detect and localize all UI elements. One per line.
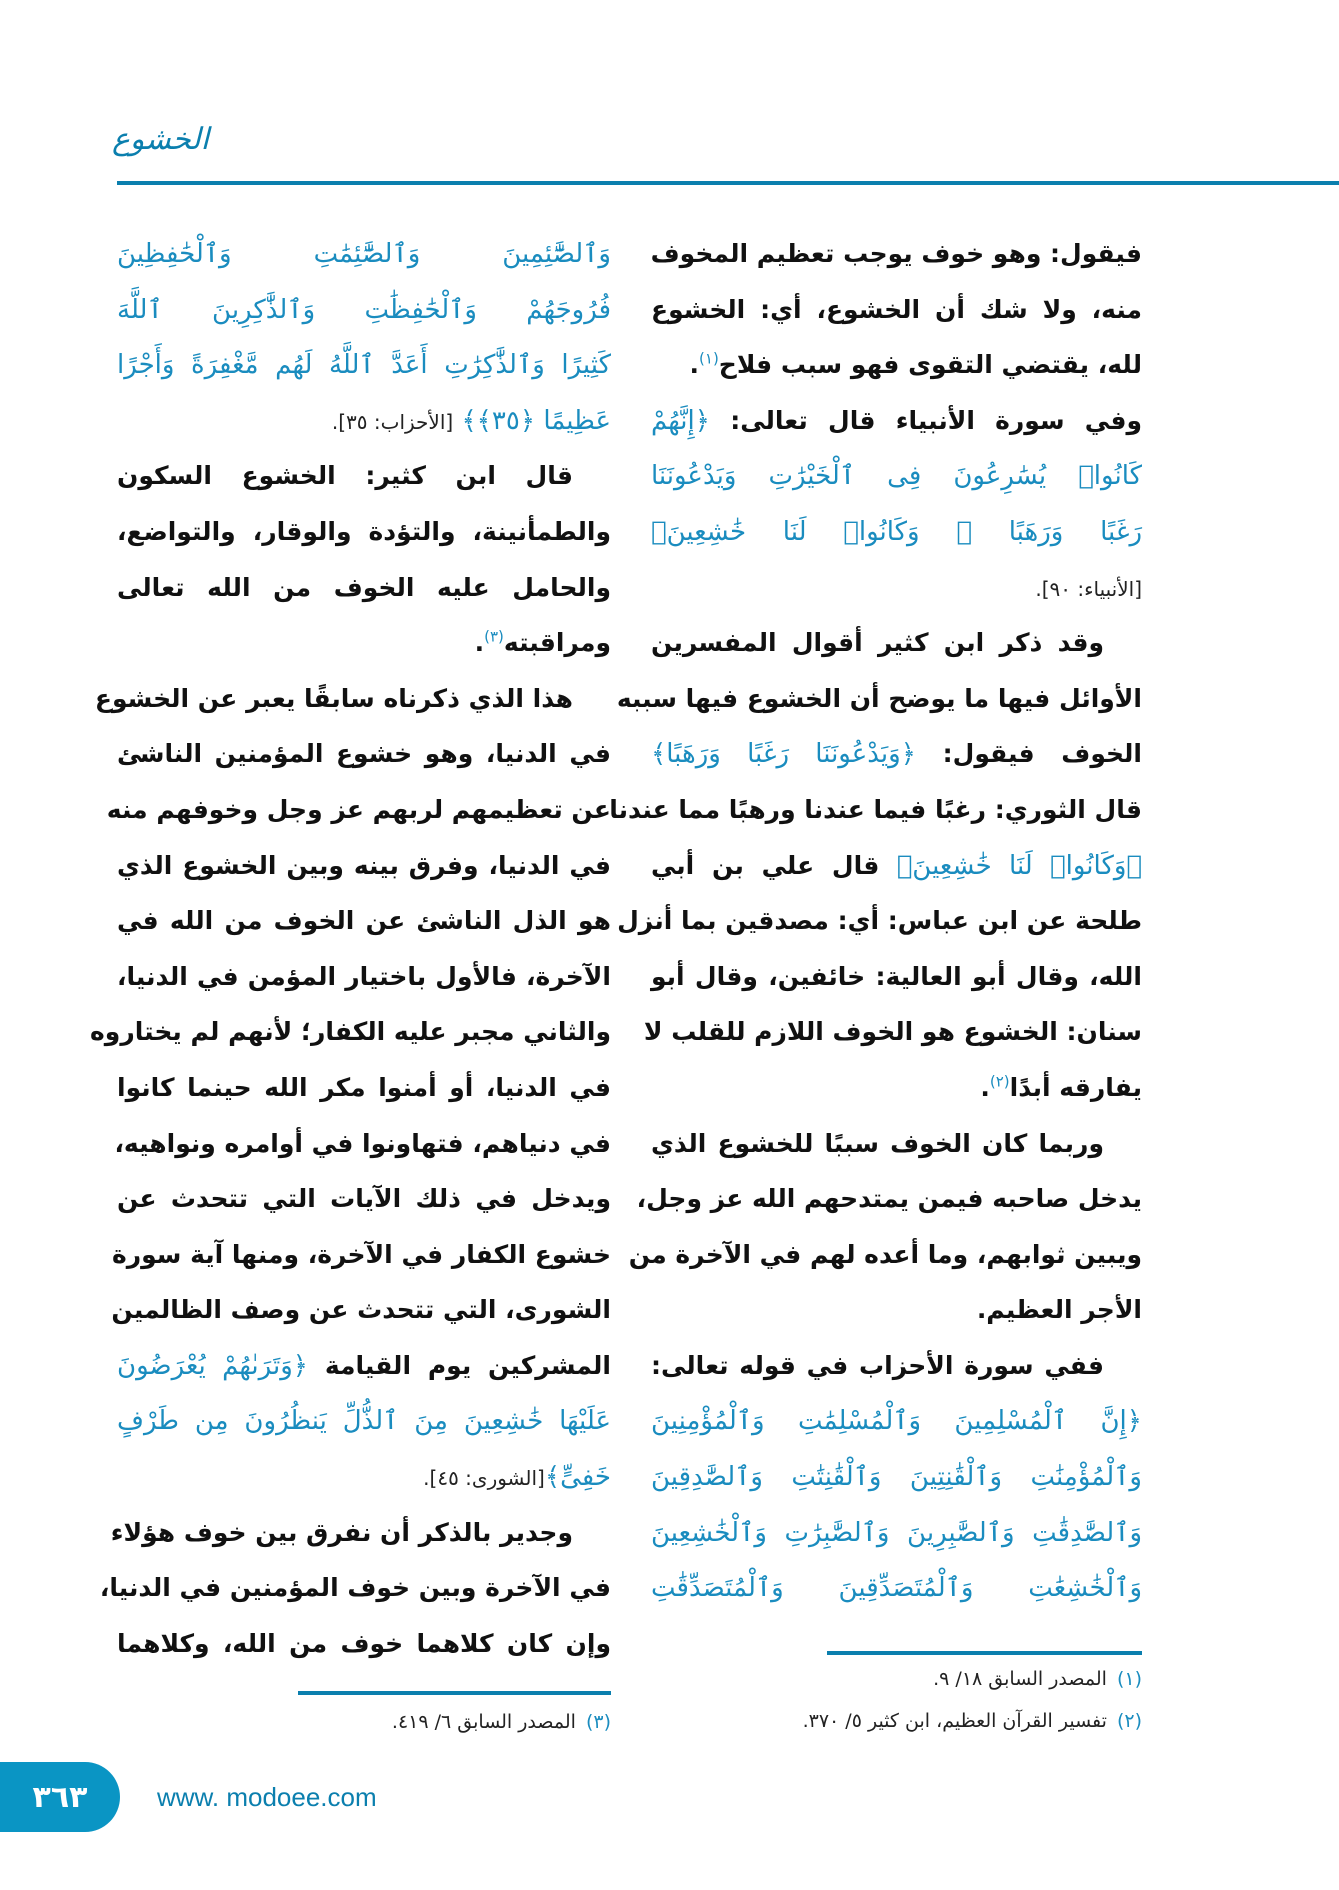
text-line bbox=[616, 671, 1142, 727]
body-text: في الدنيا، وفرق بينه وبين الخشوع الذي bbox=[117, 850, 611, 880]
text-line bbox=[111, 1282, 611, 1338]
text-line bbox=[651, 448, 1142, 504]
body-text: في الدنيا، أو أمنوا مكر الله حينما كانوا bbox=[117, 1072, 611, 1102]
verse-reference: [الشورى: ٤٥]. bbox=[423, 1466, 545, 1491]
quran-verse: ﴿وَتَرَىٰهُمْ يُعْرَضُونَ bbox=[117, 1350, 309, 1381]
text-line bbox=[651, 1505, 1142, 1561]
body-text: في الدنيا، وهو خشوع المؤمنين الناشئ bbox=[117, 739, 611, 769]
body-text: الأوائل فيها ما يوضح أن الخشوع فيها سببه bbox=[616, 683, 1142, 713]
text-line bbox=[110, 1505, 611, 1561]
quran-verse: ﴿وَيَدْعُونَنَا رَغَبًا وَرَهَبًا﴾ bbox=[651, 739, 916, 770]
footer-url[interactable]: www. modoee.com bbox=[157, 1782, 377, 1812]
verse-reference: [الأنبياء: ٩٠]. bbox=[1035, 576, 1142, 601]
quran-verse: ﴿إِنَّ ٱلْمُسْلِمِينَ وَٱلْمُسْلِمَٰتِ وَٱلْمُؤْمِنِينَ bbox=[651, 1406, 1142, 1437]
quran-verse: رَغَبًا وَرَهَبًا ۖ وَكَانُوا۟ لَنَا خَٰشِعِينَ﴾ bbox=[651, 516, 1142, 547]
text-line bbox=[117, 1060, 611, 1116]
body-text: المشركين يوم القيامة bbox=[308, 1350, 611, 1380]
text-line bbox=[117, 615, 611, 671]
footnote-marker[interactable]: (٣) bbox=[484, 627, 504, 646]
text-line bbox=[90, 1004, 611, 1060]
quran-verse: وَٱلصَّٰدِقَٰتِ وَٱلصَّٰبِرِينَ وَٱلصَّٰبِرَٰتِ وَٱلْخَٰشِعِينَ bbox=[651, 1517, 1142, 1548]
text-line bbox=[117, 1616, 611, 1672]
text-line bbox=[651, 226, 1142, 282]
body-text: وإن كان كلاهما خوف من الله، وكلاهما bbox=[117, 1628, 611, 1658]
text-line bbox=[117, 448, 611, 504]
right-column bbox=[609, 226, 1142, 1616]
text-line bbox=[117, 838, 611, 894]
text-line bbox=[651, 393, 1142, 449]
text-line bbox=[114, 1116, 611, 1172]
quran-verse: ﴿إِنَّهُمْ bbox=[651, 405, 710, 436]
body-text: والثاني مجبر عليه الكفار؛ لأنهم لم يختاروه bbox=[90, 1017, 611, 1047]
body-text: في دنياهم، فتهاونوا في أوامره ونواهيه، bbox=[114, 1128, 611, 1158]
body-text: قال الثوري: رغبًا فيما عندنا ورهبًا مما عندنا bbox=[609, 794, 1142, 824]
footnote-marker[interactable]: (١) bbox=[699, 349, 719, 368]
quran-verse: وَٱلصَّٰٓئِمِينَ وَٱلصَّٰٓئِمَٰتِ وَٱلْحَٰفِظِينَ bbox=[117, 239, 611, 269]
text-line bbox=[111, 1227, 611, 1283]
body-text: لله، يقتضي التقوى فهو سبب فلاح bbox=[718, 350, 1142, 380]
body-text: طلحة عن ابن عباس: أي: مصدقين بما أنزل bbox=[617, 906, 1142, 936]
quran-verse: فُرُوجَهُمْ وَٱلْحَٰفِظَٰتِ وَٱلذَّٰكِرِينَ ٱللَّهَ bbox=[117, 294, 611, 325]
quran-verse: كَثِيرًا وَٱلذَّٰكِرَٰتِ أَعَدَّ ٱللَّهُ لَهُم مَّغْفِرَةً وَأَجْرًا bbox=[117, 350, 611, 381]
footnote-marker[interactable]: (٢) bbox=[989, 1072, 1010, 1091]
footnote-text: المصدر السابق ١٨/ ٩. bbox=[933, 1668, 1107, 1690]
text-line bbox=[651, 1282, 1142, 1338]
footnote-number: (٣) bbox=[585, 1711, 611, 1733]
footnote-1 bbox=[933, 1668, 1142, 1690]
text-line bbox=[117, 1449, 611, 1505]
footnote-number: (٢) bbox=[1116, 1710, 1142, 1732]
body-text: قال علي بن أبي bbox=[651, 850, 880, 880]
body-text: . bbox=[474, 628, 485, 658]
text-line bbox=[117, 949, 611, 1005]
body-text: هذا الذي ذكرناه سابقًا يعبر عن الخشوع bbox=[94, 683, 573, 713]
body-text: ومراقبته bbox=[503, 628, 611, 658]
text-line bbox=[651, 1560, 1142, 1616]
text-line bbox=[117, 560, 611, 616]
text-line bbox=[643, 1004, 1142, 1060]
body-text: سنان: الخشوع هو الخوف اللازم للقلب لا bbox=[643, 1017, 1142, 1047]
body-text: منه، ولا شك أن الخشوع، أي: الخشوع bbox=[651, 294, 1142, 324]
body-text: الخوف فيقول: bbox=[915, 739, 1142, 769]
body-text: الشورى، التي تتحدث عن وصف الظالمين bbox=[111, 1295, 611, 1325]
text-line bbox=[609, 782, 1142, 838]
text-line bbox=[117, 226, 611, 282]
body-text: يفارقه أبدًا bbox=[1009, 1072, 1142, 1102]
text-line bbox=[651, 1449, 1142, 1505]
body-text: وقد ذكر ابن كثير أقوال المفسرين bbox=[651, 628, 1104, 658]
body-text: . bbox=[689, 350, 700, 380]
page-number-badge: ٣٦٣ bbox=[0, 1762, 120, 1832]
text-line bbox=[651, 838, 1142, 894]
body-text: وربما كان الخوف سببًا للخشوع الذي bbox=[651, 1128, 1104, 1158]
footnote-separator-right bbox=[827, 1651, 1142, 1655]
body-text: . bbox=[980, 1072, 990, 1102]
left-column bbox=[90, 226, 611, 1671]
footnote-3 bbox=[392, 1711, 611, 1733]
footnote-2 bbox=[803, 1710, 1142, 1732]
text-line bbox=[117, 1338, 611, 1394]
body-text: الآخرة، فالأول باختيار المؤمن في الدنيا، bbox=[117, 961, 611, 991]
body-text: خشوع الكفار في الآخرة، ومنها آية سورة bbox=[111, 1239, 611, 1269]
body-text: والحامل عليه الخوف من الله تعالى bbox=[117, 572, 611, 602]
text-line bbox=[651, 615, 1142, 671]
running-header-title: الخشوع bbox=[112, 122, 210, 157]
text-line bbox=[106, 782, 611, 838]
body-text: يدخل صاحبه فيمن يمتدحهم الله عز وجل، bbox=[636, 1184, 1142, 1214]
body-text: ويبين ثوابهم، وما أعده لهم في الآخرة من bbox=[628, 1239, 1142, 1269]
text-line bbox=[117, 282, 611, 338]
body-text: الله، وقال أبو العالية: خائفين، وقال أبو bbox=[651, 961, 1142, 991]
text-line bbox=[117, 893, 611, 949]
text-line bbox=[94, 671, 611, 727]
header-rule bbox=[117, 181, 1339, 185]
text-line bbox=[651, 560, 1142, 616]
footnote-number: (١) bbox=[1116, 1668, 1142, 1690]
text-line bbox=[651, 282, 1142, 338]
text-line bbox=[651, 1060, 1142, 1116]
quran-verse: عَظِيمًا ﴿٣٥﴾﴾ bbox=[453, 405, 611, 436]
text-line bbox=[651, 1116, 1142, 1172]
body-text: فيقول: وهو خوف يوجب تعظيم المخوف bbox=[650, 239, 1142, 268]
text-line bbox=[651, 949, 1142, 1005]
body-text: عن تعظيمهم لربهم عز وجل وخوفهم منه bbox=[106, 794, 611, 824]
text-line bbox=[628, 1227, 1142, 1283]
quran-verse: وَٱلْخَٰشِعَٰتِ وَٱلْمُتَصَدِّقِينَ وَٱلْمُتَصَدِّقَٰتِ bbox=[651, 1573, 1142, 1604]
text-line bbox=[117, 726, 611, 782]
text-line bbox=[651, 1338, 1142, 1394]
quran-verse: كَانُوا۟ يُسَٰرِعُونَ فِى ٱلْخَيْرَٰتِ وَيَدْعُونَنَا bbox=[651, 461, 1142, 492]
text-line bbox=[651, 726, 1142, 782]
quran-verse: ﴿وَكَانُوا۟ لَنَا خَٰشِعِينَ﴾ bbox=[879, 850, 1142, 881]
text-line bbox=[99, 1560, 611, 1616]
body-text: والطمأنينة، والتؤدة والوقار، والتواضع، bbox=[117, 516, 611, 546]
text-line bbox=[617, 893, 1142, 949]
text-line bbox=[117, 1171, 611, 1227]
body-text: قال ابن كثير: الخشوع السكون bbox=[117, 461, 573, 491]
body-text: الأجر العظيم. bbox=[976, 1295, 1142, 1325]
text-line bbox=[117, 504, 611, 560]
quran-verse: عَلَيْهَا خَٰشِعِينَ مِنَ ٱلذُّلِّ يَنظُرُونَ مِن طَرْفٍ bbox=[117, 1406, 611, 1437]
text-line bbox=[117, 337, 611, 393]
quran-verse: خَفِىٍّ﴾ bbox=[544, 1462, 611, 1493]
body-text: ويدخل في ذلك الآيات التي تتحدث عن bbox=[117, 1184, 611, 1214]
body-text: هو الذل الناشئ عن الخوف من الله في bbox=[117, 906, 611, 936]
quran-verse: وَٱلْمُؤْمِنَٰتِ وَٱلْقَٰنِتِينَ وَٱلْقَٰنِتَٰتِ وَٱلصَّٰدِقِينَ bbox=[651, 1462, 1142, 1493]
text-line bbox=[651, 504, 1142, 560]
text-line bbox=[651, 337, 1142, 393]
text-line bbox=[117, 1393, 611, 1449]
footnote-separator-left bbox=[298, 1691, 611, 1695]
footnote-text: تفسير القرآن العظيم، ابن كثير ٥/ ٣٧٠. bbox=[802, 1710, 1107, 1732]
footnote-text: المصدر السابق ٦/ ٤١٩. bbox=[391, 1711, 576, 1733]
verse-reference: [الأحزاب: ٣٥]. bbox=[331, 409, 454, 434]
body-text: وجدير بالذكر أن نفرق بين خوف هؤلاء bbox=[110, 1517, 573, 1547]
text-line bbox=[636, 1171, 1142, 1227]
text-line bbox=[117, 393, 611, 449]
text-line bbox=[651, 1393, 1142, 1449]
body-text: وفي سورة الأنبياء قال تعالى: bbox=[709, 405, 1142, 435]
body-text: في الآخرة وبين خوف المؤمنين في الدنيا، bbox=[99, 1573, 611, 1603]
body-text: ففي سورة الأحزاب في قوله تعالى: bbox=[651, 1350, 1104, 1380]
